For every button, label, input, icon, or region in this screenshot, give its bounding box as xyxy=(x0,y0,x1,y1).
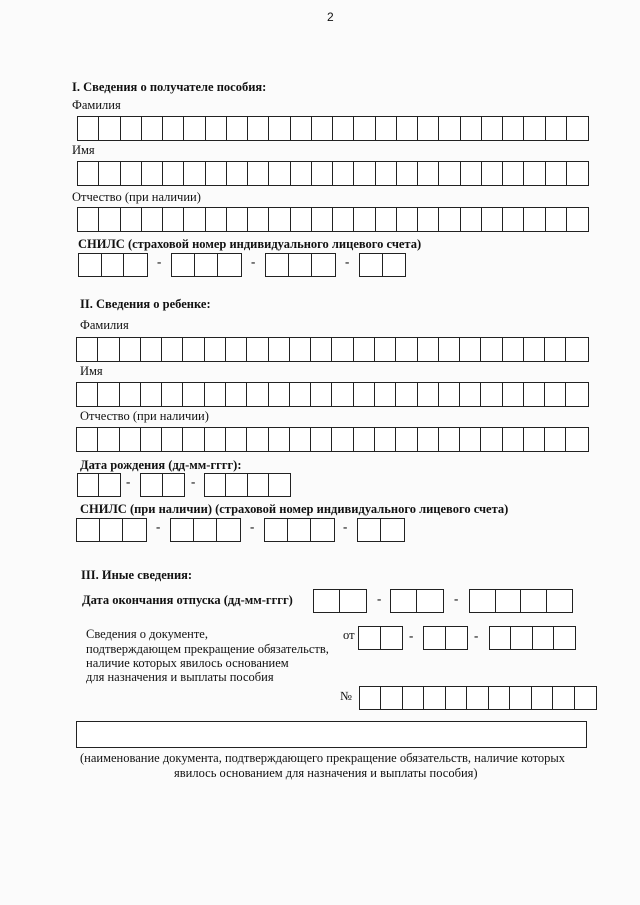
char-cell[interactable] xyxy=(391,590,417,612)
char-cell[interactable] xyxy=(566,428,587,451)
char-cell[interactable] xyxy=(312,117,333,140)
char-cell[interactable] xyxy=(290,428,311,451)
separator-dash: - xyxy=(343,519,348,534)
char-cell[interactable] xyxy=(354,428,375,451)
char-cell[interactable] xyxy=(99,162,120,185)
char-cell[interactable] xyxy=(376,208,397,231)
char-cell[interactable] xyxy=(142,208,163,231)
document-date-year[interactable] xyxy=(489,626,576,650)
char-cell[interactable] xyxy=(247,428,268,451)
separator-dash: - xyxy=(377,591,382,606)
char-cell[interactable] xyxy=(162,338,183,361)
char-cell[interactable] xyxy=(332,338,353,361)
recipient-snils-part3[interactable] xyxy=(265,253,336,277)
separator-dash: - xyxy=(474,628,479,643)
char-cell[interactable] xyxy=(510,687,531,709)
child-patronymic-label: Отчество (при наличии) xyxy=(80,409,209,423)
char-cell[interactable] xyxy=(269,383,290,406)
child-snils-part2[interactable] xyxy=(170,518,241,542)
char-cell[interactable] xyxy=(98,338,119,361)
char-cell[interactable] xyxy=(79,254,102,276)
recipient-snils-part4[interactable] xyxy=(359,253,406,277)
char-cell[interactable] xyxy=(566,338,587,361)
recipient-snils-part1[interactable] xyxy=(78,253,148,277)
char-cell[interactable] xyxy=(446,687,467,709)
page-number: 2 xyxy=(327,10,334,24)
char-cell[interactable] xyxy=(376,162,397,185)
char-cell[interactable] xyxy=(417,590,443,612)
section-3-title: III. Иные сведения: xyxy=(81,568,193,582)
char-cell[interactable] xyxy=(381,627,403,649)
char-cell[interactable] xyxy=(247,383,268,406)
char-cell[interactable] xyxy=(333,208,354,231)
recipient-snils-part2[interactable] xyxy=(171,253,242,277)
separator-dash: - xyxy=(454,591,459,606)
child-patronymic-field[interactable] xyxy=(76,427,589,452)
char-cell[interactable] xyxy=(397,117,418,140)
char-cell[interactable] xyxy=(120,338,141,361)
char-cell[interactable] xyxy=(184,117,205,140)
char-cell[interactable] xyxy=(312,162,333,185)
char-cell[interactable] xyxy=(418,338,439,361)
char-cell[interactable] xyxy=(269,117,290,140)
char-cell[interactable] xyxy=(553,687,574,709)
char-cell[interactable] xyxy=(381,687,402,709)
char-cell[interactable] xyxy=(545,338,566,361)
char-cell[interactable] xyxy=(98,383,119,406)
char-cell[interactable] xyxy=(99,474,120,496)
char-cell[interactable] xyxy=(162,428,183,451)
char-cell[interactable] xyxy=(206,162,227,185)
char-cell[interactable] xyxy=(141,474,163,496)
recipient-name-field[interactable] xyxy=(77,161,589,186)
char-cell[interactable] xyxy=(567,117,588,140)
child-birthdate-day[interactable] xyxy=(77,473,121,497)
char-cell[interactable] xyxy=(496,590,522,612)
char-cell[interactable] xyxy=(311,428,332,451)
char-cell[interactable] xyxy=(503,117,524,140)
document-number-field[interactable] xyxy=(359,686,597,710)
char-cell[interactable] xyxy=(460,338,481,361)
char-cell[interactable] xyxy=(121,162,142,185)
char-cell[interactable] xyxy=(503,208,524,231)
char-cell[interactable] xyxy=(227,162,248,185)
char-cell[interactable] xyxy=(490,627,511,649)
char-cell[interactable] xyxy=(524,428,545,451)
char-cell[interactable] xyxy=(218,254,241,276)
char-cell[interactable] xyxy=(467,687,488,709)
char-cell[interactable] xyxy=(545,428,566,451)
document-name-caption-line2: явилось основанием для назначения и выплаты пособия) xyxy=(174,766,478,780)
char-cell[interactable] xyxy=(503,428,524,451)
char-cell[interactable] xyxy=(554,627,575,649)
leave-end-year[interactable] xyxy=(469,589,573,613)
char-cell[interactable] xyxy=(184,162,205,185)
char-cell[interactable] xyxy=(461,117,482,140)
char-cell[interactable] xyxy=(521,590,547,612)
char-cell[interactable] xyxy=(461,208,482,231)
char-cell[interactable] xyxy=(78,117,99,140)
char-cell[interactable] xyxy=(183,383,204,406)
char-cell[interactable] xyxy=(120,428,141,451)
char-cell[interactable] xyxy=(354,383,375,406)
char-cell[interactable] xyxy=(396,338,417,361)
leave-end-date-label: Дата окончания отпуска (дд-мм-гггг) xyxy=(82,593,293,607)
char-cell[interactable] xyxy=(265,519,288,541)
char-cell[interactable] xyxy=(102,254,125,276)
child-surname-field[interactable] xyxy=(76,337,589,362)
char-cell[interactable] xyxy=(269,428,290,451)
char-cell[interactable] xyxy=(312,254,335,276)
char-cell[interactable] xyxy=(78,208,99,231)
char-cell[interactable] xyxy=(226,474,247,496)
char-cell[interactable] xyxy=(183,428,204,451)
child-surname-label: Фамилия xyxy=(80,318,129,332)
char-cell[interactable] xyxy=(248,208,269,231)
char-cell[interactable] xyxy=(248,117,269,140)
char-cell[interactable] xyxy=(289,254,312,276)
char-cell[interactable] xyxy=(418,428,439,451)
separator-dash: - xyxy=(157,254,162,269)
char-cell[interactable] xyxy=(439,162,460,185)
char-cell[interactable] xyxy=(217,519,240,541)
char-cell[interactable] xyxy=(163,474,185,496)
char-cell[interactable] xyxy=(503,338,524,361)
char-cell[interactable] xyxy=(524,338,545,361)
char-cell[interactable] xyxy=(418,162,439,185)
document-info-line4: для назначения и выплаты пособия xyxy=(86,670,274,684)
char-cell[interactable] xyxy=(354,338,375,361)
char-cell[interactable] xyxy=(288,519,311,541)
separator-dash: - xyxy=(156,519,161,534)
recipient-patronymic-field[interactable] xyxy=(77,207,589,232)
char-cell[interactable] xyxy=(489,687,510,709)
char-cell[interactable] xyxy=(163,162,184,185)
separator-dash: - xyxy=(250,519,255,534)
char-cell[interactable] xyxy=(290,383,311,406)
char-cell[interactable] xyxy=(547,590,573,612)
char-cell[interactable] xyxy=(354,208,375,231)
section-2-title: II. Сведения о ребенке: xyxy=(80,297,211,311)
child-snils-label: СНИЛС (при наличии) (страховой номер индивидуального лицевого счета) xyxy=(80,502,509,516)
child-birthdate-label: Дата рождения (дд-мм-гггг): xyxy=(80,458,242,472)
char-cell[interactable] xyxy=(360,254,383,276)
char-cell[interactable] xyxy=(360,687,381,709)
char-cell[interactable] xyxy=(290,338,311,361)
char-cell[interactable] xyxy=(226,428,247,451)
char-cell[interactable] xyxy=(403,687,424,709)
char-cell[interactable] xyxy=(460,428,481,451)
char-cell[interactable] xyxy=(383,254,406,276)
document-date-day[interactable] xyxy=(358,626,403,650)
leave-end-day[interactable] xyxy=(313,589,367,613)
char-cell[interactable] xyxy=(340,590,366,612)
child-birthdate-year[interactable] xyxy=(204,473,291,497)
document-info-line2: подтверждающем прекращение обязательств, xyxy=(86,642,329,656)
char-cell[interactable] xyxy=(503,162,524,185)
char-cell[interactable] xyxy=(183,338,204,361)
char-cell[interactable] xyxy=(545,383,566,406)
char-cell[interactable] xyxy=(226,338,247,361)
char-cell[interactable] xyxy=(171,519,194,541)
child-snils-part4[interactable] xyxy=(357,518,405,542)
recipient-surname-label: Фамилия xyxy=(72,98,121,112)
char-cell[interactable] xyxy=(206,117,227,140)
char-cell[interactable] xyxy=(332,428,353,451)
char-cell[interactable] xyxy=(291,162,312,185)
char-cell[interactable] xyxy=(291,208,312,231)
char-cell[interactable] xyxy=(481,383,502,406)
char-cell[interactable] xyxy=(481,338,502,361)
char-cell[interactable] xyxy=(524,162,545,185)
document-name-field[interactable] xyxy=(76,721,587,748)
char-cell[interactable] xyxy=(358,519,381,541)
char-cell[interactable] xyxy=(424,627,446,649)
recipient-snils-label: СНИЛС (страховой номер индивидуального лицевого счета) xyxy=(78,237,422,251)
char-cell[interactable] xyxy=(375,338,396,361)
leave-end-month[interactable] xyxy=(390,589,444,613)
char-cell[interactable] xyxy=(77,338,98,361)
char-cell[interactable] xyxy=(269,338,290,361)
char-cell[interactable] xyxy=(194,519,217,541)
char-cell[interactable] xyxy=(418,208,439,231)
char-cell[interactable] xyxy=(78,162,99,185)
char-cell[interactable] xyxy=(124,254,147,276)
child-birthdate-month[interactable] xyxy=(140,473,185,497)
char-cell[interactable] xyxy=(141,383,162,406)
char-cell[interactable] xyxy=(482,208,503,231)
char-cell[interactable] xyxy=(375,428,396,451)
char-cell[interactable] xyxy=(162,383,183,406)
char-cell[interactable] xyxy=(142,162,163,185)
char-cell[interactable] xyxy=(381,519,404,541)
char-cell[interactable] xyxy=(376,117,397,140)
char-cell[interactable] xyxy=(121,117,142,140)
char-cell[interactable] xyxy=(546,162,567,185)
char-cell[interactable] xyxy=(269,208,290,231)
char-cell[interactable] xyxy=(141,428,162,451)
char-cell[interactable] xyxy=(482,117,503,140)
char-cell[interactable] xyxy=(460,383,481,406)
char-cell[interactable] xyxy=(100,519,123,541)
char-cell[interactable] xyxy=(77,383,98,406)
char-cell[interactable] xyxy=(524,383,545,406)
document-date-month[interactable] xyxy=(423,626,468,650)
char-cell[interactable] xyxy=(424,687,445,709)
char-cell[interactable] xyxy=(78,474,99,496)
child-name-field[interactable] xyxy=(76,382,589,407)
char-cell[interactable] xyxy=(77,519,100,541)
char-cell[interactable] xyxy=(482,162,503,185)
char-cell[interactable] xyxy=(120,383,141,406)
char-cell[interactable] xyxy=(172,254,195,276)
section-1-title: I. Сведения о получателе пособия: xyxy=(72,80,267,94)
char-cell[interactable] xyxy=(206,208,227,231)
char-cell[interactable] xyxy=(575,687,596,709)
char-cell[interactable] xyxy=(418,117,439,140)
char-cell[interactable] xyxy=(77,428,98,451)
char-cell[interactable] xyxy=(511,627,532,649)
separator-dash: - xyxy=(126,474,131,489)
char-cell[interactable] xyxy=(524,117,545,140)
char-cell[interactable] xyxy=(311,519,334,541)
separator-dash: - xyxy=(409,628,414,643)
char-cell[interactable] xyxy=(503,383,524,406)
char-cell[interactable] xyxy=(446,627,468,649)
char-cell[interactable] xyxy=(546,208,567,231)
document-date-from-label: от xyxy=(343,628,355,642)
child-snils-part3[interactable] xyxy=(264,518,335,542)
char-cell[interactable] xyxy=(333,117,354,140)
char-cell[interactable] xyxy=(311,338,332,361)
char-cell[interactable] xyxy=(141,338,162,361)
char-cell[interactable] xyxy=(567,162,588,185)
char-cell[interactable] xyxy=(314,590,340,612)
char-cell[interactable] xyxy=(98,428,119,451)
separator-dash: - xyxy=(191,474,196,489)
child-name-label: Имя xyxy=(80,364,103,378)
char-cell[interactable] xyxy=(354,117,375,140)
char-cell[interactable] xyxy=(291,117,312,140)
char-cell[interactable] xyxy=(248,474,269,496)
recipient-surname-field[interactable] xyxy=(77,116,589,141)
document-info-line3: наличие которых явилось основанием xyxy=(86,656,289,670)
char-cell[interactable] xyxy=(354,162,375,185)
char-cell[interactable] xyxy=(99,208,120,231)
separator-dash: - xyxy=(251,254,256,269)
char-cell[interactable] xyxy=(546,117,567,140)
char-cell[interactable] xyxy=(481,428,502,451)
char-cell[interactable] xyxy=(524,208,545,231)
char-cell[interactable] xyxy=(533,627,554,649)
char-cell[interactable] xyxy=(312,208,333,231)
char-cell[interactable] xyxy=(205,474,226,496)
char-cell[interactable] xyxy=(439,117,460,140)
char-cell[interactable] xyxy=(227,117,248,140)
char-cell[interactable] xyxy=(269,474,290,496)
char-cell[interactable] xyxy=(142,117,163,140)
recipient-patronymic-label: Отчество (при наличии) xyxy=(72,190,201,204)
char-cell[interactable] xyxy=(461,162,482,185)
char-cell[interactable] xyxy=(195,254,218,276)
char-cell[interactable] xyxy=(248,162,269,185)
char-cell[interactable] xyxy=(397,208,418,231)
char-cell[interactable] xyxy=(205,338,226,361)
char-cell[interactable] xyxy=(439,383,460,406)
char-cell[interactable] xyxy=(397,162,418,185)
recipient-name-label: Имя xyxy=(72,143,95,157)
char-cell[interactable] xyxy=(205,383,226,406)
char-cell[interactable] xyxy=(439,208,460,231)
char-cell[interactable] xyxy=(566,383,587,406)
char-cell[interactable] xyxy=(184,208,205,231)
char-cell[interactable] xyxy=(205,428,226,451)
char-cell[interactable] xyxy=(227,208,248,231)
char-cell[interactable] xyxy=(121,208,142,231)
char-cell[interactable] xyxy=(311,383,332,406)
separator-dash: - xyxy=(345,254,350,269)
char-cell[interactable] xyxy=(470,590,496,612)
char-cell[interactable] xyxy=(532,687,553,709)
char-cell[interactable] xyxy=(226,383,247,406)
char-cell[interactable] xyxy=(333,162,354,185)
char-cell[interactable] xyxy=(439,338,460,361)
char-cell[interactable] xyxy=(396,428,417,451)
char-cell[interactable] xyxy=(439,428,460,451)
child-snils-part1[interactable] xyxy=(76,518,147,542)
char-cell[interactable] xyxy=(269,162,290,185)
char-cell[interactable] xyxy=(375,383,396,406)
document-info-line1: Сведения о документе, xyxy=(86,627,208,641)
char-cell[interactable] xyxy=(163,208,184,231)
char-cell[interactable] xyxy=(266,254,289,276)
char-cell[interactable] xyxy=(396,383,417,406)
char-cell[interactable] xyxy=(332,383,353,406)
char-cell[interactable] xyxy=(123,519,146,541)
document-name-caption-line1: (наименование документа, подтверждающего прекращение обязательств, наличие которых xyxy=(80,751,566,765)
char-cell[interactable] xyxy=(567,208,588,231)
char-cell[interactable] xyxy=(99,117,120,140)
document-number-label: № xyxy=(340,689,352,703)
char-cell[interactable] xyxy=(359,627,381,649)
char-cell[interactable] xyxy=(163,117,184,140)
char-cell[interactable] xyxy=(247,338,268,361)
char-cell[interactable] xyxy=(418,383,439,406)
